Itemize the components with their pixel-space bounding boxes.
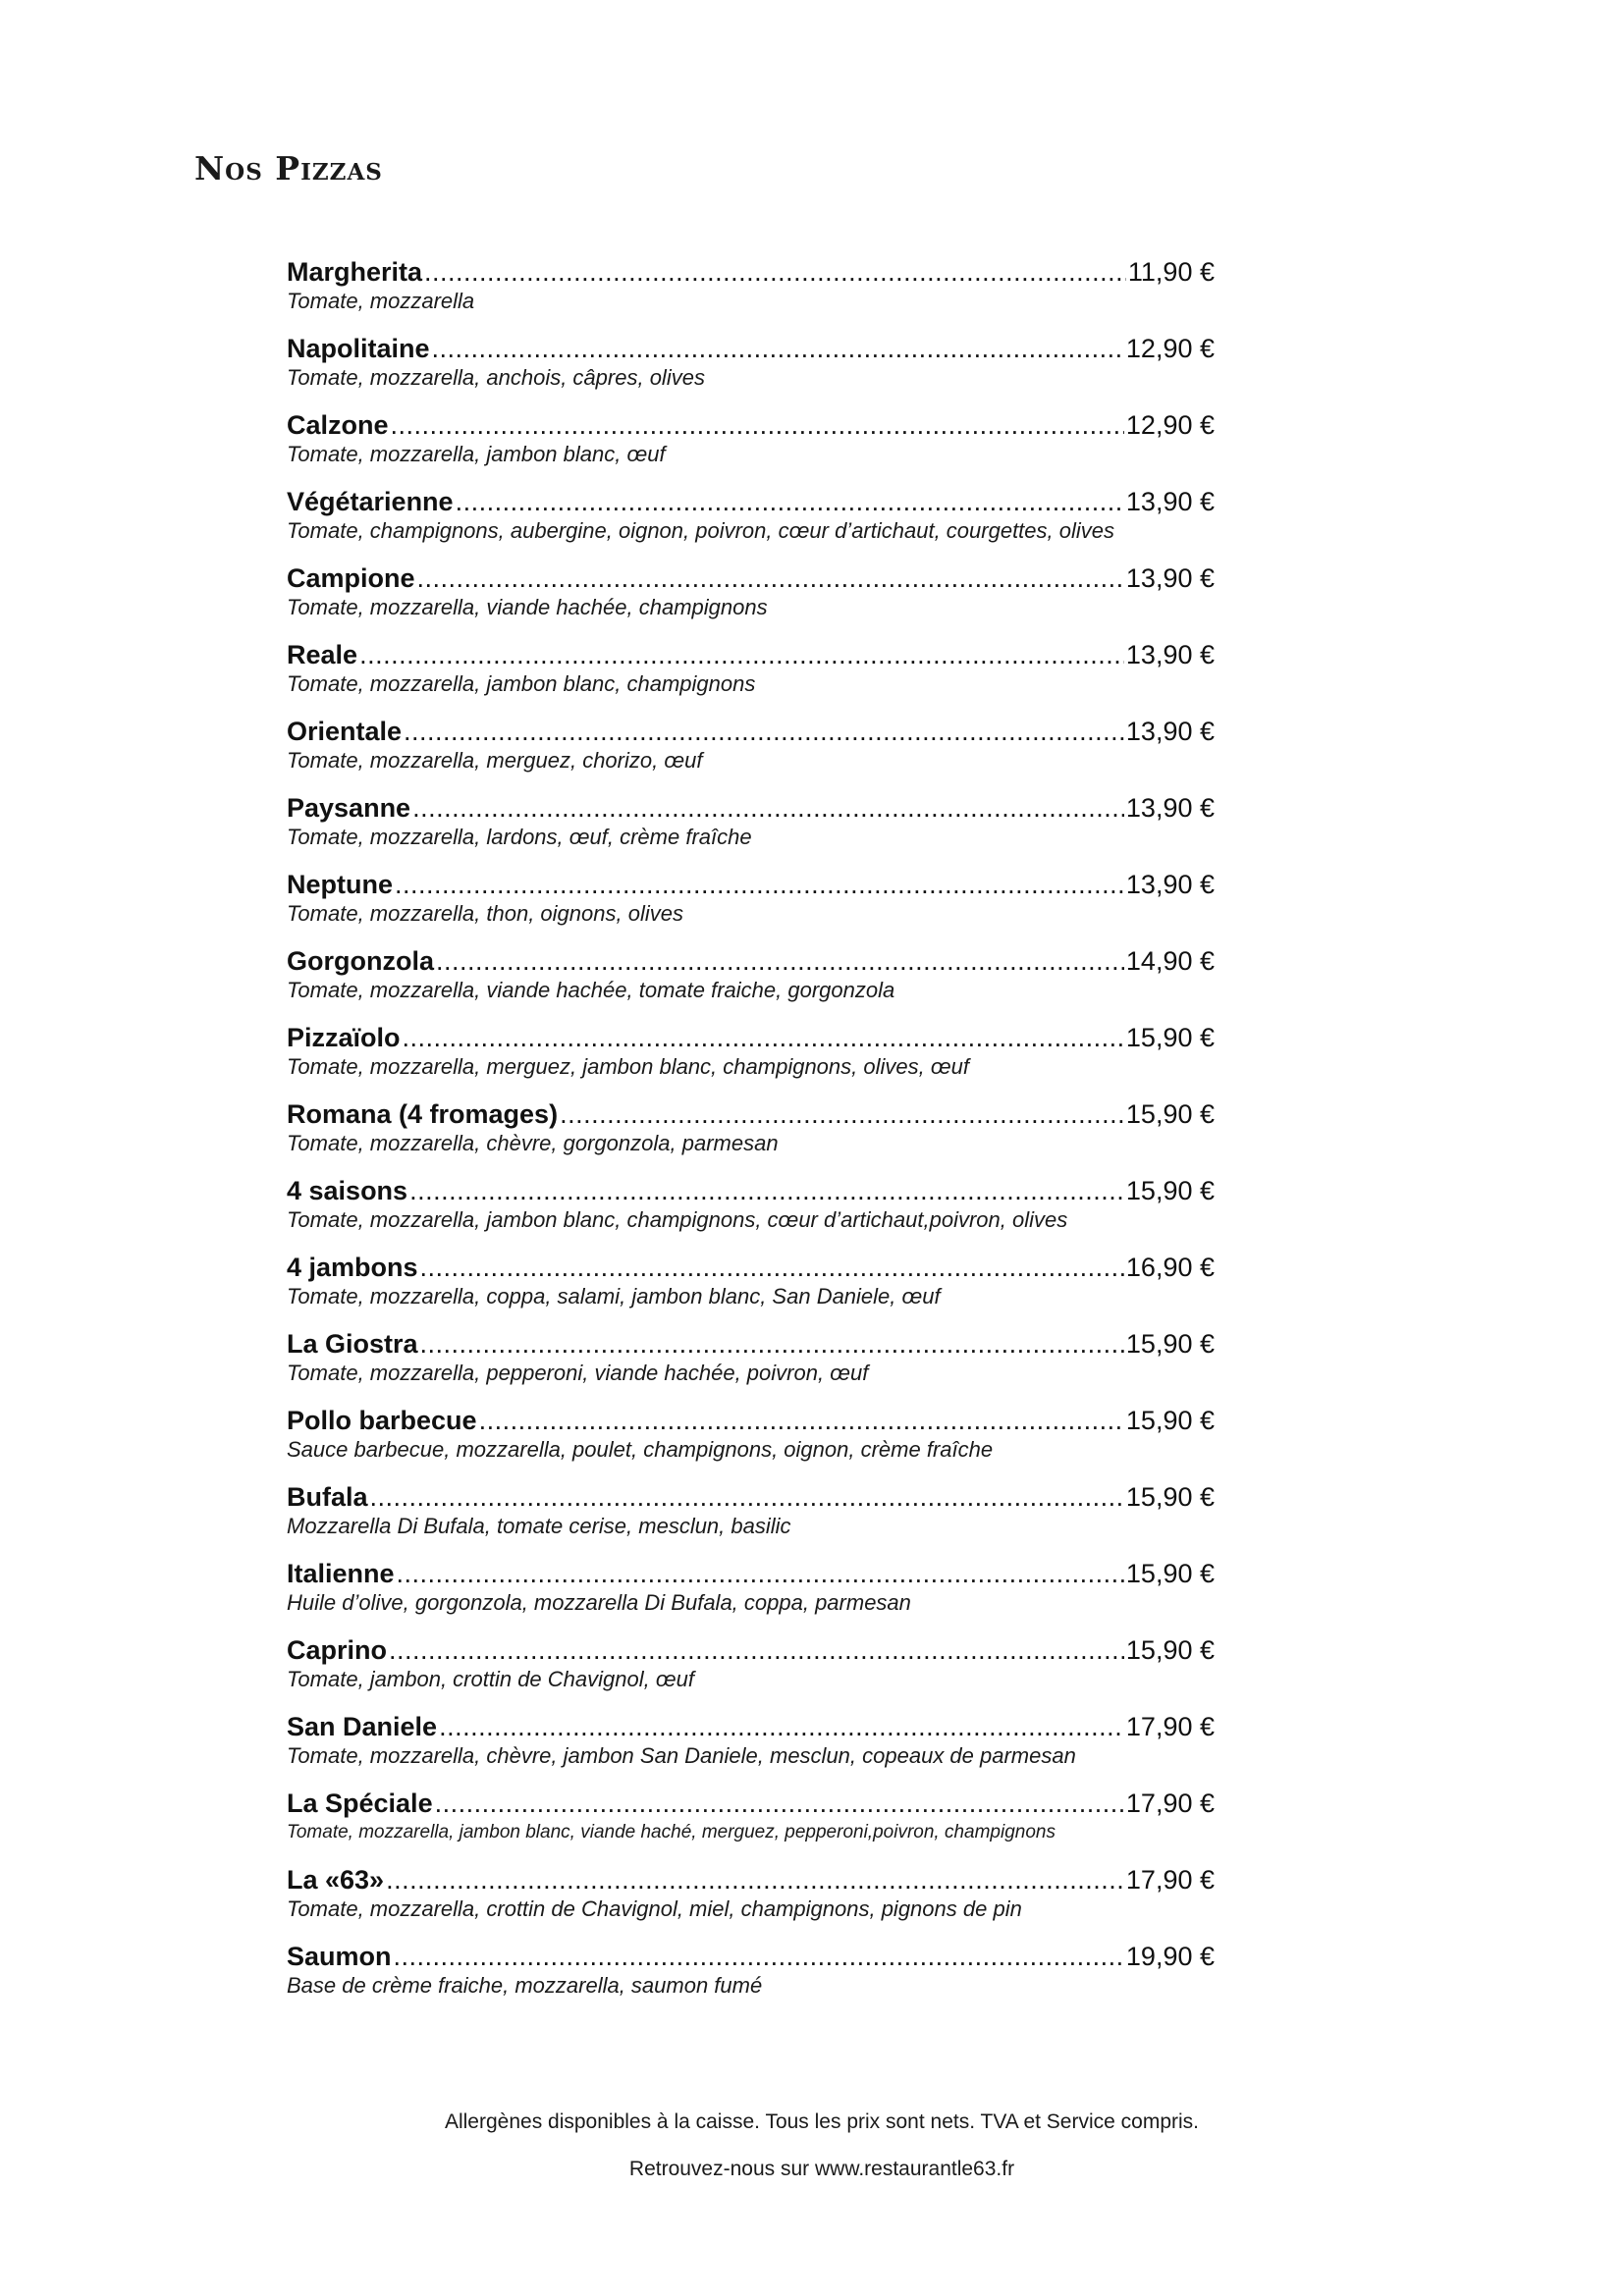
menu-item-italienne bbox=[287, 1557, 1215, 1633]
item-name: San Daniele bbox=[287, 1712, 438, 1741]
item-description: Tomate, mozzarella, viande hachée, champignons bbox=[287, 595, 768, 619]
item-price: 13,90 € bbox=[1125, 487, 1215, 516]
item-name: Romana (4 fromages) bbox=[287, 1099, 559, 1129]
item-name: Napolitaine bbox=[287, 334, 430, 363]
dot-leader bbox=[560, 1097, 1124, 1131]
menu-item-neptune bbox=[287, 868, 1215, 944]
menu-item-san-daniele bbox=[287, 1710, 1215, 1787]
menu-item-la-63 bbox=[287, 1863, 1215, 1940]
item-name: Neptune bbox=[287, 870, 393, 899]
item-price: 13,90 € bbox=[1125, 640, 1215, 669]
dot-leader bbox=[395, 868, 1124, 901]
item-description: Tomate, champignons, aubergine, oignon, poivron, cœur d’artichaut, courgettes, olives bbox=[287, 518, 1114, 543]
item-description: Tomate, mozzarella, jambon blanc, champignons, cœur d’artichaut,poivron, olives bbox=[287, 1207, 1068, 1232]
item-price: 17,90 € bbox=[1125, 1865, 1215, 1895]
item-name: 4 saisons bbox=[287, 1176, 408, 1205]
item-description: Tomate, mozzarella, jambon blanc, viande haché, merguez, pepperoni,poivron, champignons bbox=[287, 1822, 1056, 1842]
dot-leader bbox=[359, 638, 1124, 671]
menu-item-gorgonzola bbox=[287, 944, 1215, 1021]
menu-item-margherita bbox=[287, 255, 1215, 332]
menu-item-pollo-barbecue bbox=[287, 1404, 1215, 1480]
item-description: Tomate, mozzarella, jambon blanc, champignons bbox=[287, 671, 756, 696]
item-description: Tomate, mozzarella, pepperoni, viande hachée, poivron, œuf bbox=[287, 1361, 869, 1385]
item-price: 15,90 € bbox=[1125, 1559, 1215, 1588]
item-description: Base de crème fraiche, mozzarella, saumon fumé bbox=[287, 1973, 763, 1998]
dot-leader bbox=[391, 408, 1124, 442]
item-name: Paysanne bbox=[287, 793, 411, 823]
item-price: 13,90 € bbox=[1125, 870, 1215, 899]
item-price: 13,90 € bbox=[1125, 717, 1215, 746]
item-description: Sauce barbecue, mozzarella, poulet, champignons, oignon, crème fraîche bbox=[287, 1437, 994, 1462]
item-name: 4 jambons bbox=[287, 1253, 418, 1282]
item-price: 15,90 € bbox=[1125, 1406, 1215, 1435]
dot-leader bbox=[389, 1633, 1124, 1667]
item-description: Tomate, mozzarella, crottin de Chavignol, miel, champignons, pignons de pin bbox=[287, 1896, 1022, 1921]
menu-item-saumon bbox=[287, 1940, 1215, 2016]
item-price: 15,90 € bbox=[1125, 1635, 1215, 1665]
item-price: 15,90 € bbox=[1125, 1023, 1215, 1052]
dot-leader bbox=[404, 715, 1124, 748]
item-description: Tomate, mozzarella, viande hachée, tomate fraiche, gorgonzola bbox=[287, 978, 895, 1002]
menu-item-la-speciale bbox=[287, 1787, 1215, 1863]
item-price: 16,90 € bbox=[1125, 1253, 1215, 1282]
footer-website: Retrouvez-nous sur www.restaurantle63.fr bbox=[628, 2158, 1015, 2180]
dot-leader bbox=[456, 485, 1124, 518]
footer-allergen-note: Allergènes disponibles à la caisse. Tous les prix sont nets. TVA et Service compris. bbox=[444, 2110, 1200, 2133]
dot-leader bbox=[394, 1940, 1124, 1973]
item-description: Tomate, mozzarella, merguez, jambon blanc, champignons, olives, œuf bbox=[287, 1054, 969, 1079]
item-name: La Giostra bbox=[287, 1329, 418, 1359]
dot-leader bbox=[412, 791, 1124, 825]
item-price: 14,90 € bbox=[1125, 946, 1215, 976]
dot-leader bbox=[435, 1787, 1124, 1820]
item-description: Tomate, mozzarella, coppa, salami, jambon blanc, San Daniele, œuf bbox=[287, 1284, 941, 1308]
menu-item-caprino bbox=[287, 1633, 1215, 1710]
item-price: 12,90 € bbox=[1125, 334, 1215, 363]
item-price: 17,90 € bbox=[1125, 1712, 1215, 1741]
item-name: Pollo barbecue bbox=[287, 1406, 477, 1435]
item-price: 13,90 € bbox=[1125, 563, 1215, 593]
item-price: 19,90 € bbox=[1125, 1942, 1215, 1971]
dot-leader bbox=[403, 1021, 1124, 1054]
item-name: Orientale bbox=[287, 717, 403, 746]
item-description: Tomate, jambon, crottin de Chavignol, œuf bbox=[287, 1667, 694, 1691]
item-name: Campione bbox=[287, 563, 415, 593]
item-description: Tomate, mozzarella, lardons, œuf, crème fraîche bbox=[287, 825, 752, 849]
item-description: Tomate, mozzarella, anchois, câpres, olives bbox=[287, 365, 705, 390]
menu-item-la-giostra bbox=[287, 1327, 1215, 1404]
dot-leader bbox=[420, 1327, 1124, 1361]
item-name: Caprino bbox=[287, 1635, 388, 1665]
item-price: 15,90 € bbox=[1125, 1176, 1215, 1205]
item-price: 15,90 € bbox=[1125, 1329, 1215, 1359]
dot-leader bbox=[479, 1404, 1124, 1437]
item-name: La Spéciale bbox=[287, 1789, 433, 1818]
item-price: 15,90 € bbox=[1125, 1099, 1215, 1129]
menu-item-4-saisons bbox=[287, 1174, 1215, 1251]
item-name: La «63» bbox=[287, 1865, 385, 1895]
dot-leader bbox=[370, 1480, 1124, 1514]
item-name: Margherita bbox=[287, 257, 423, 287]
item-description: Tomate, mozzarella, thon, oignons, olives bbox=[287, 901, 683, 926]
item-price: 17,90 € bbox=[1125, 1789, 1215, 1818]
item-name: Calzone bbox=[287, 410, 389, 440]
menu-item-vegetarienne bbox=[287, 485, 1215, 561]
menu-item-calzone bbox=[287, 408, 1215, 485]
item-description: Tomate, mozzarella bbox=[287, 289, 475, 313]
menu-item-orientale bbox=[287, 715, 1215, 791]
item-description: Tomate, mozzarella, merguez, chorizo, œuf bbox=[287, 748, 703, 773]
pizza-menu-list bbox=[287, 255, 1215, 2016]
item-price: 11,90 € bbox=[1127, 257, 1215, 287]
menu-item-romana bbox=[287, 1097, 1215, 1174]
item-name: Pizzaïolo bbox=[287, 1023, 401, 1052]
dot-leader bbox=[386, 1863, 1124, 1896]
menu-item-napolitaine bbox=[287, 332, 1215, 408]
item-name: Végétarienne bbox=[287, 487, 454, 516]
item-description: Mozzarella Di Bufala, tomate cerise, mesclun, basilic bbox=[287, 1514, 791, 1538]
item-description: Tomate, mozzarella, jambon blanc, œuf bbox=[287, 442, 666, 466]
menu-item-reale bbox=[287, 638, 1215, 715]
dot-leader bbox=[420, 1251, 1124, 1284]
menu-item-bufala bbox=[287, 1480, 1215, 1557]
item-name: Saumon bbox=[287, 1942, 392, 1971]
item-description: Huile d’olive, gorgonzola, mozzarella Di Bufala, coppa, parmesan bbox=[287, 1590, 911, 1615]
item-description: Tomate, mozzarella, chèvre, gorgonzola, parmesan bbox=[287, 1131, 779, 1155]
item-name: Reale bbox=[287, 640, 358, 669]
menu-item-campione bbox=[287, 561, 1215, 638]
item-price: 13,90 € bbox=[1125, 793, 1215, 823]
menu-item-4-jambons bbox=[287, 1251, 1215, 1327]
dot-leader bbox=[397, 1557, 1124, 1590]
dot-leader bbox=[417, 561, 1124, 595]
dot-leader bbox=[409, 1174, 1124, 1207]
dot-leader bbox=[424, 255, 1126, 289]
item-description: Tomate, mozzarella, chèvre, jambon San Daniele, mesclun, copeaux de parmesan bbox=[287, 1743, 1076, 1768]
item-name: Gorgonzola bbox=[287, 946, 434, 976]
menu-item-paysanne bbox=[287, 791, 1215, 868]
item-price: 12,90 € bbox=[1125, 410, 1215, 440]
item-name: Italienne bbox=[287, 1559, 395, 1588]
dot-leader bbox=[439, 1710, 1124, 1743]
dot-leader bbox=[432, 332, 1124, 365]
item-name: Bufala bbox=[287, 1482, 368, 1512]
item-price: 15,90 € bbox=[1125, 1482, 1215, 1512]
dot-leader bbox=[436, 944, 1124, 978]
menu-item-pizzaiolo bbox=[287, 1021, 1215, 1097]
page-title: Nos Pizzas bbox=[194, 149, 383, 187]
